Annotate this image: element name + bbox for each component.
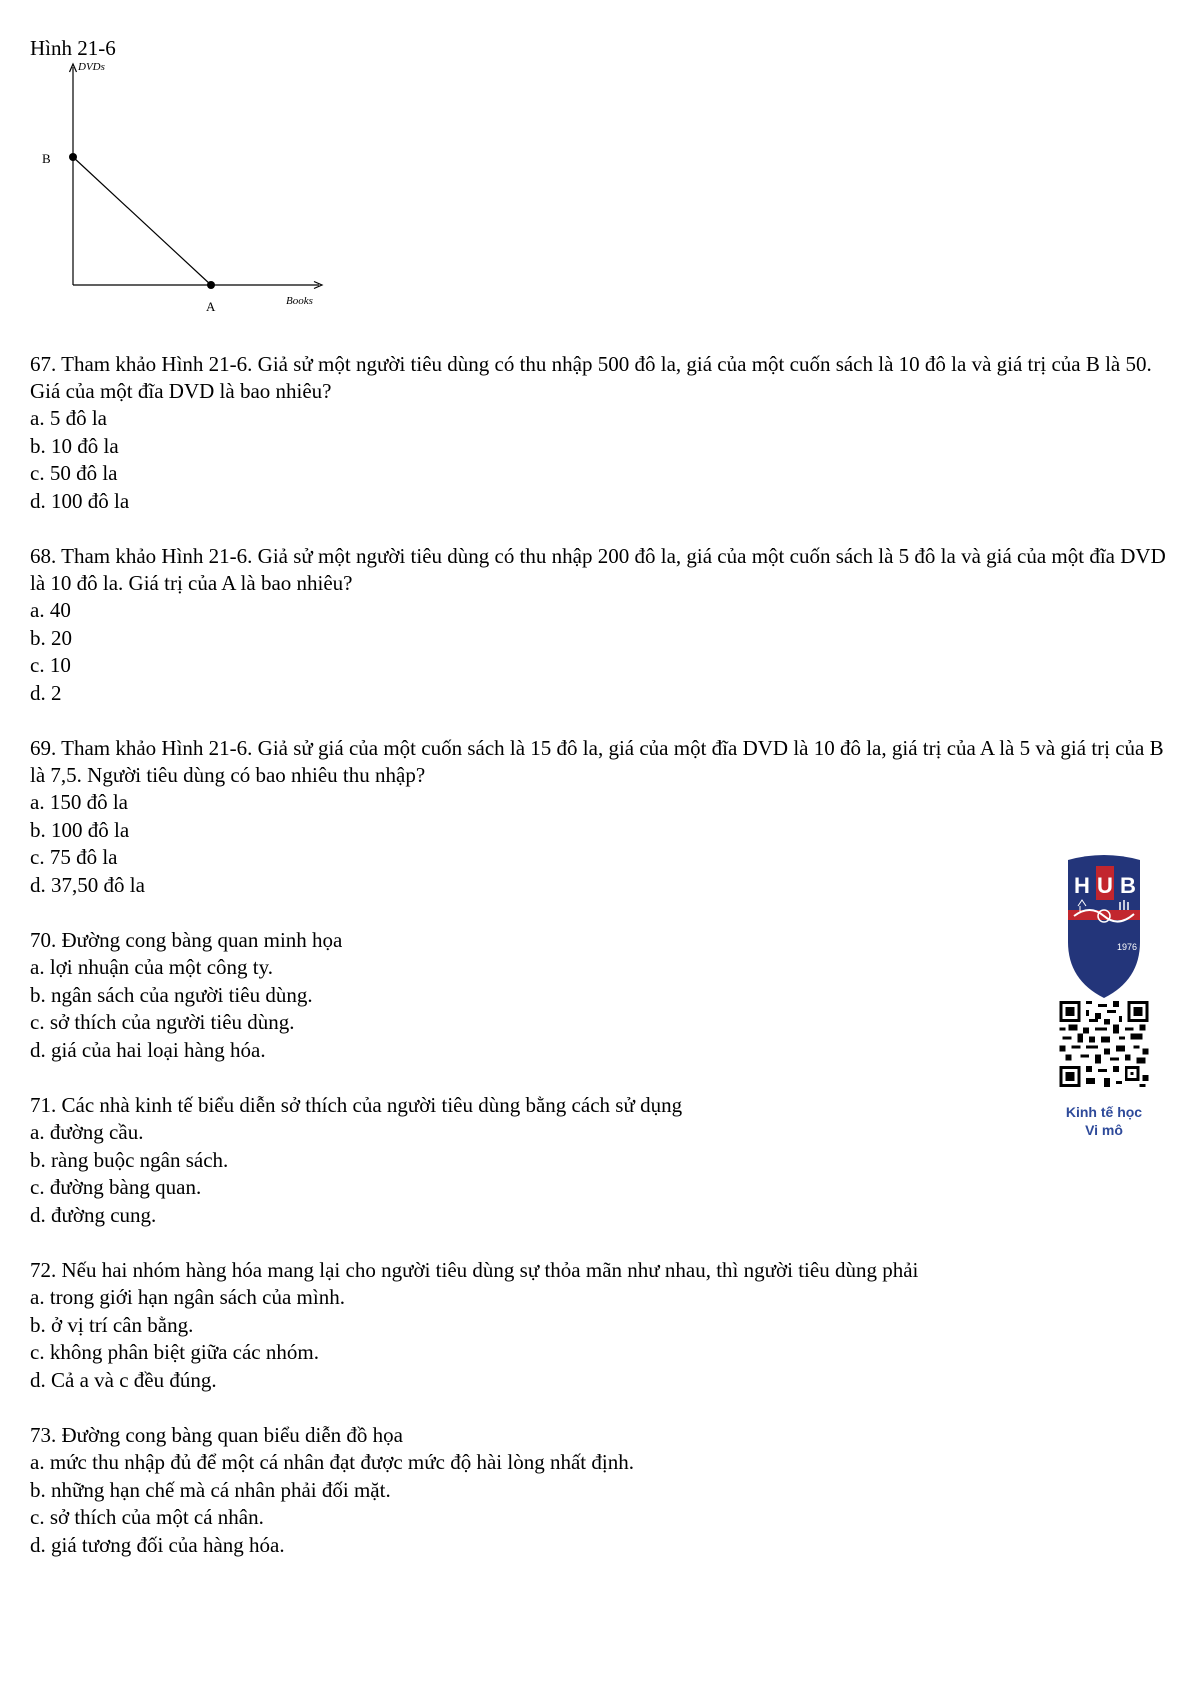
budget-constraint-figure [30, 60, 360, 340]
question-text: 68. Tham khảo Hình 21-6. Giả sử một người tiêu dùng có thu nhập 200 đô la, giá của một cuốn sách là 5 đô la và giá của một đĩa DVD là 10 đô la. Giá trị của A là bao nhiêu? [30, 544, 1166, 595]
logo-year: 1976 [1116, 942, 1138, 952]
option-d: d. đường cung. [30, 1202, 157, 1227]
option-a: a. 150 đô la [30, 790, 128, 814]
question-69 [30, 735, 1170, 899]
option-c: c. 50 đô la [30, 461, 118, 485]
option-b: b. 20 [30, 625, 72, 650]
qr-code [1059, 1001, 1149, 1087]
option-a: a. lợi nhuận của một công ty. [30, 955, 274, 979]
logo-caption-subtitle: Vi mô [1085, 1122, 1123, 1138]
point-b-label: B [42, 151, 51, 166]
question-list [30, 351, 1170, 1587]
option-c: c. đường bàng quan. [30, 1175, 202, 1199]
hub-shield-icon [1060, 854, 1148, 1000]
option-c: c. 10 [30, 653, 71, 677]
qr-code-icon [1059, 1001, 1149, 1087]
budget-constraint-graph [30, 60, 360, 340]
question-70 [30, 927, 1170, 1064]
logo-letter-u: U [1097, 873, 1113, 898]
option-a: a. 40 [30, 598, 71, 622]
question-72 [30, 1257, 1170, 1394]
question-text: 72. Nếu hai nhóm hàng hóa mang lại cho người tiêu dùng sự thỏa mãn như nhau, thì người tiêu dùng phải [30, 1258, 919, 1282]
option-b: b. ràng buộc ngân sách. [30, 1147, 229, 1172]
budget-line [73, 157, 211, 285]
option-a: a. 5 đô la [30, 406, 107, 430]
question-text: 67. Tham khảo Hình 21-6. Giả sử một người tiêu dùng có thu nhập 500 đô la, giá của một cuốn sách là 10 đô la và giá trị của B là 50. Giá của một đĩa DVD là bao nhiêu? [30, 352, 1152, 403]
y-axis-label: DVDs [78, 61, 105, 73]
logo-letter-h: H [1074, 873, 1090, 898]
option-b: b. ở vị trí cân bằng. [30, 1312, 194, 1337]
option-a: a. mức thu nhập đủ để một cá nhân đạt được mức độ hài lòng nhất định. [30, 1450, 634, 1474]
figure-title: Hình 21-6 [30, 36, 116, 60]
question-text: 73. Đường cong bàng quan biểu diễn đồ họa [30, 1423, 403, 1447]
option-d: d. giá của hai loại hàng hóa. [30, 1037, 266, 1062]
question-text: 70. Đường cong bàng quan minh họa [30, 928, 343, 952]
logo-caption-subject: Kinh tế học [1065, 1104, 1143, 1120]
option-d: d. Cả a và c đều đúng. [30, 1367, 217, 1392]
hub-logo [1060, 854, 1148, 1000]
question-73 [30, 1422, 1170, 1559]
question-68 [30, 543, 1170, 707]
option-d: d. 100 đô la [30, 488, 130, 513]
option-c: c. sở thích của người tiêu dùng. [30, 1010, 295, 1034]
option-d: d. 2 [30, 680, 62, 705]
option-a: a. đường cầu. [30, 1120, 144, 1144]
option-b: b. ngân sách của người tiêu dùng. [30, 982, 313, 1007]
point-a-label: A [206, 299, 216, 314]
question-71 [30, 1092, 1170, 1229]
question-67 [30, 351, 1170, 515]
point-b-marker [69, 153, 77, 161]
option-a: a. trong giới hạn ngân sách của mình. [30, 1285, 345, 1309]
question-text: 69. Tham khảo Hình 21-6. Giả sử giá của một cuốn sách là 15 đô la, giá của một đĩa DVD là 10 đô la, giá trị của A là 5 và giá trị của B là 7,5. Người tiêu dùng có bao nhiêu thu nhập? [30, 736, 1164, 787]
option-d: d. giá tương đối của hàng hóa. [30, 1532, 285, 1557]
option-b: b. 10 đô la [30, 433, 119, 458]
point-a-marker [207, 281, 215, 289]
option-c: c. sở thích của một cá nhân. [30, 1505, 264, 1529]
option-d: d. 37,50 đô la [30, 872, 145, 897]
logo-letter-b: B [1120, 873, 1136, 898]
question-text: 71. Các nhà kinh tế biểu diễn sở thích của người tiêu dùng bằng cách sử dụng [30, 1093, 683, 1117]
option-b: b. 100 đô la [30, 817, 130, 842]
x-axis-label: Books [286, 295, 313, 307]
option-c: c. 75 đô la [30, 845, 118, 869]
option-c: c. không phân biệt giữa các nhóm. [30, 1340, 319, 1364]
option-b: b. những hạn chế mà cá nhân phải đối mặt. [30, 1477, 391, 1502]
